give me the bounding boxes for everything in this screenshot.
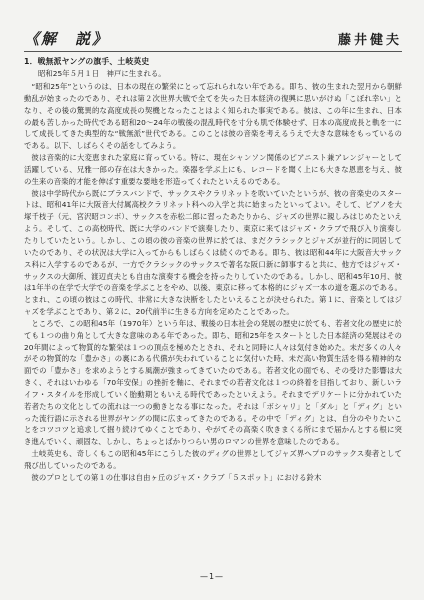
page-title: 《解 説》: [24, 30, 110, 48]
section-heading: 1．戦無派ヤングの旗手、土岐英史: [24, 57, 150, 66]
paragraph: 土岐英史も、奇しくもこの昭和45年にこうした彼のディグの世界としてジャズ界へプロのサックス奏者として飛び出していったのである。: [24, 449, 402, 470]
page-number: —1—: [199, 572, 225, 581]
author-name: 藤井健夫: [337, 33, 402, 48]
paragraph: “昭和25年”というのは、日本の現在の繁栄にとって忘れられない年である。即ち、彼の生まれた翌月から朝鮮動乱が始まったのであり、それは第２次世界大戦で全てを失った日本経済の復興に思いがけぬ「こぼれ幸い」となり、その後の驚異的な高度成長の契機となったことはよく知られた事実である。彼は、この年に生まれ、日本の最も苦しかった時代である昭和20〜24年の戦後の混乱時代を寸分も肌で体験せず、日本の高度成長と軌を一にして成長してきた典型的な“戦無派”世代である。このことは彼の音楽を考えるうえで大きな意味をもっているのである。以下、しばらくその話をしてみよう。: [24, 82, 402, 151]
body-text: [24, 81, 402, 484]
page-header: [24, 28, 402, 52]
paragraph: ところで、この昭和45年（1970年）という年は、戦後の日本社会の発展の歴史に於ても、若者文化の歴史に於ても１つの曲り角として大きな意味のある年であった。即ち、昭和25年をスタートとした日本経済の発展はその20年間によって物質的な繁栄は１つの頂点を極めたとされ、それと同時に人々は気付き始めた。未だ多くの人々がその物質的な「豊かさ」の裏にある代償が失われていることに気付いた時、未だ高い物質生活を得る精神的な面での「豊かさ」を求めようとする風潮が強まってきていたのである。若者文化の面でも、その受けた影響は大きく、それはいわゆる「70年安保」の挫折を軸に、それまでの若者文化は１つの終着を目指しており、新しいライフ・スタイルを形成していく胎動期ともいえる時代であったといえよう。それまでデリケートに分かれていた若者たちの文化としての流れは一つの動きとなる事になった。それは「ボシャリ」と「ダル」と「ディグ」といった流行語に示される世界がヤングの間に広まってきたのである。その中で「ディグ」とは、自分のやりたいことをコツコツと追求して掘り続けてゆくことであり、やがてその高楽く吹きまくる所にまで届かんとする根に突き進んでいく、頑固な、しかし、ちょっとばかりつらい男のロマンの世界を意味したのである。: [24, 318, 402, 447]
paragraph: 彼は音楽的に大変恵まれた家庭に育っている。特に、現在シャンソン関係のピアニスト兼アレンジャーとして活躍している、兄雅一郎の存在は大きかった。楽器を学ぶ上にも、レコードを聞く上にも大きな恩恵を与え、彼の生来の音楽的才能を伸ばす重要な要地を形造ってくれたといえるのである。: [24, 153, 402, 186]
paragraph: 彼は中学時代から既にブラスバンドで、サックスやクラリネットを吹いていたというが、彼の音楽史のスタートは、昭和41年に大阪音大付属高校クラリネット科への入学と共に始まったといってよい。そして、ピアノを大塚千枝子（元、宮沢昭コンボ）、サックスを赤松二郎に習ったあたりから、ジャズの世界に親しみはじめたといえよう。そして、この高校時代、既に大学のバンドで演奏したり、東京に来てはジャズ・クラブで飛び入り演奏したりしていたという。しかし、この頃の彼の音楽の世界に於ては、まだクラシックとジャズが並行的に同居していたのであり、その状況は大学に入ってからもしばらくは続くのである。即ち、彼は昭和44年に大阪音大サックス科に入学するのであるが、一方でクラシックのサックスで著名な阪口新に師事すると共に、他方ではジャズ・サックスの大御所、渡辺貞夫とも自由な演奏する機会を持ったりしていたのである。しかし、昭和45年10月、彼は1年半の在学で大学での音楽を学ぶことをやめ、以後、東京に移って本格的にジャズ一本の道を選ぶのである。とまれ、この頃の彼はこの時代、非常に大きな決断をしたといえることが決せられた。第１に、音楽としてはジャズを学ぶことであり、第２に、20代前半に生きる方向を定めたことであった。: [24, 188, 402, 317]
paragraph: 彼のプロとしての第１の仕事は自由ヶ丘のジャズ・クラブ「５スポット」における鈴木: [31, 472, 322, 482]
birth-line: 昭和25年５月１日 神戸に生まれる。: [38, 69, 166, 78]
